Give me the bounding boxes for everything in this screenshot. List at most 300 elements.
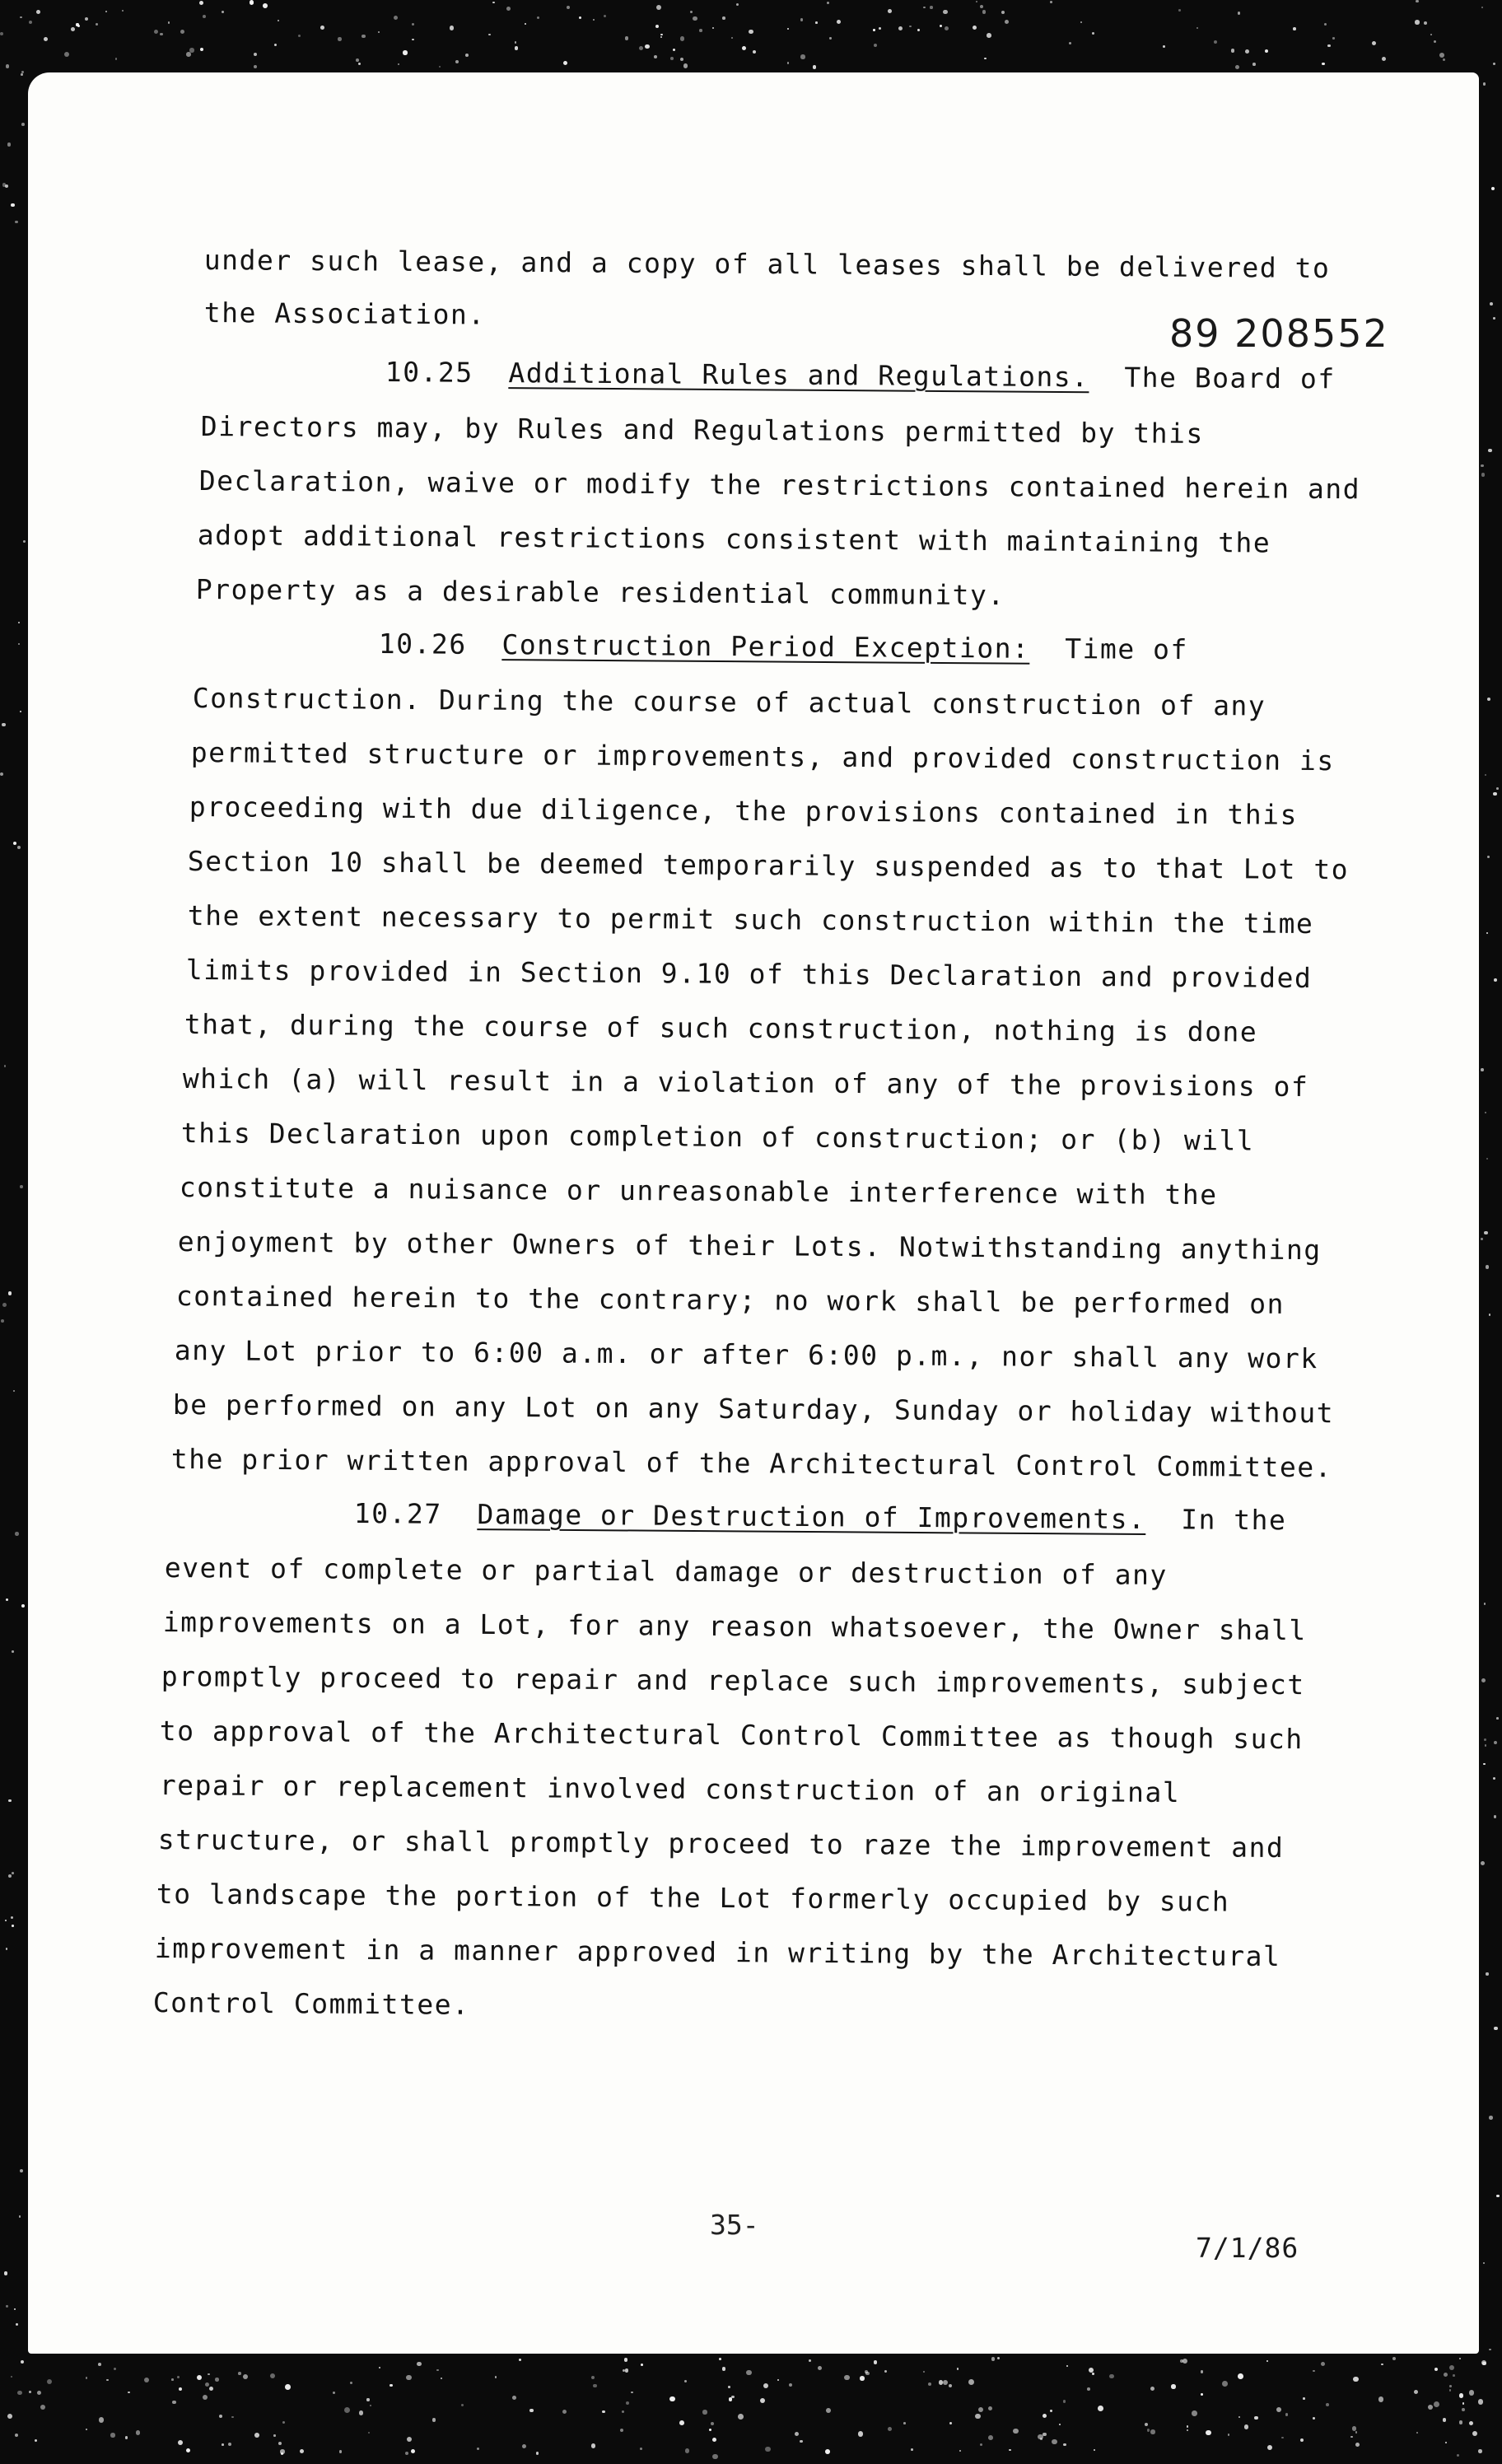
scan-speckle [604, 15, 607, 18]
scan-speckle [911, 2448, 913, 2451]
scan-speckle [13, 842, 16, 845]
scan-speckle [98, 2363, 101, 2366]
scan-speckle [1490, 302, 1493, 306]
scan-speckle [980, 5, 983, 8]
scan-speckle [492, 2, 494, 3]
scan-speckle [356, 58, 359, 62]
scan-speckle [177, 2376, 180, 2379]
scan-speckle [860, 2376, 865, 2381]
scan-speckle [903, 2422, 906, 2424]
scan-speckle [1300, 2438, 1304, 2442]
scan-speckle [1355, 2443, 1360, 2447]
scan-speckle [1050, 1, 1052, 3]
scan-speckle [455, 60, 459, 63]
section-number: 10.25 [385, 356, 473, 389]
body-line: improvements on a Lot, for any reason whatsoever, the Owner shall [162, 1606, 1307, 1647]
scan-speckle [13, 1390, 15, 1392]
scan-speckle [1414, 2390, 1419, 2395]
scan-speckle [984, 58, 987, 60]
scan-speckle [813, 65, 817, 69]
scan-speckle [20, 1185, 23, 1188]
scan-speckle [1491, 187, 1495, 190]
body-line: be performed on any Lot on any Saturday, Sunday or holiday without [172, 1388, 1335, 1430]
scan-speckle [1313, 2370, 1315, 2373]
scan-speckle [1228, 2434, 1229, 2435]
scan-speckle [1378, 2396, 1383, 2401]
scan-speckle [1303, 2397, 1305, 2400]
scan-speckle [465, 54, 469, 57]
scan-speckle [1355, 2431, 1358, 2434]
scan-speckle [818, 2366, 822, 2370]
scan-speckle [2, 723, 5, 726]
scan-speckle [114, 2368, 116, 2370]
scan-speckle [154, 30, 158, 34]
scan-speckle [1434, 40, 1436, 43]
scan-speckle [973, 26, 977, 30]
scan-speckle [1478, 2449, 1482, 2453]
scan-speckle [1445, 2442, 1447, 2443]
scan-speckle [17, 2391, 21, 2395]
scan-speckle [683, 63, 688, 68]
scan-speckle [1285, 2413, 1288, 2415]
scan-speckle [1201, 2370, 1204, 2373]
scan-speckle [432, 2418, 436, 2422]
body-line: proceeding with due diligence, the provisions contained in this [189, 791, 1299, 831]
scan-speckle [160, 33, 163, 36]
scan-speckle [709, 2429, 711, 2431]
scan-speckle [37, 2391, 41, 2395]
scan-speckle [712, 2438, 716, 2442]
scan-speckle [1187, 2429, 1188, 2431]
scan-speckle [1428, 2405, 1433, 2410]
body-line: which (a) will result in a violation of any of the provisions of [182, 1062, 1309, 1104]
scan-speckle [208, 2373, 210, 2376]
scan-speckle [1206, 2430, 1211, 2436]
scan-speckle [1059, 2424, 1061, 2425]
scan-speckle [128, 2392, 130, 2394]
scan-speckle [968, 2379, 974, 2385]
scan-speckle [1238, 12, 1240, 14]
scan-speckle [1449, 2365, 1454, 2370]
scan-speckle [1245, 49, 1249, 54]
scan-speckle [40, 2405, 45, 2410]
scan-speckle [690, 11, 693, 14]
body-line: Property as a desirable residential community. [195, 573, 1005, 612]
scan-speckle [1178, 9, 1181, 12]
scan-speckle [1424, 21, 1427, 25]
scan-speckle [200, 48, 203, 51]
scan-speckle [844, 2375, 849, 2380]
section-heading: Construction Period Exception: [501, 628, 1030, 665]
scan-speckle [17, 846, 21, 849]
scan-speckle [537, 16, 539, 19]
scan-speckle [1493, 63, 1495, 65]
scan-speckle [1483, 1763, 1485, 1765]
scan-speckle [8, 1799, 11, 1802]
body-line: to landscape the portion of the Lot formerly occupied by such [156, 1878, 1230, 1918]
scan-speckle [1087, 2387, 1090, 2391]
scan-speckle [495, 2376, 497, 2378]
scan-speckle [1001, 11, 1005, 14]
scan-speckle [1147, 2429, 1150, 2431]
section-heading: Damage or Destruction of Improvements. [477, 1498, 1146, 1536]
scan-speckle [1481, 1861, 1485, 1865]
scan-speckle [1293, 27, 1296, 30]
scan-speckle [1415, 20, 1420, 25]
scan-speckle [15, 2434, 18, 2437]
scan-speckle [1080, 21, 1082, 23]
scan-speckle [16, 2323, 18, 2326]
scan-speckle [536, 2452, 539, 2455]
scan-speckle [110, 2433, 114, 2437]
scan-speckle [250, 0, 254, 4]
scan-speckle [1489, 1314, 1490, 1315]
scan-speckle [722, 2367, 725, 2370]
scan-speckle [923, 2371, 925, 2373]
scan-speckle [800, 2440, 802, 2443]
scan-speckle [874, 2360, 878, 2364]
scan-speckle [8, 1291, 12, 1295]
scan-speckle [949, 2422, 952, 2424]
scan-speckle [622, 2410, 624, 2413]
scan-speckle [1453, 2374, 1455, 2377]
scan-speckle [298, 35, 301, 37]
scan-speckle [2, 183, 7, 187]
scan-speckle [928, 2382, 931, 2386]
scan-speckle [209, 2387, 213, 2391]
scan-speckle [800, 18, 803, 21]
scan-speckle [787, 62, 789, 63]
scan-speckle [567, 6, 570, 9]
scan-speckle [171, 2378, 174, 2381]
scan-speckle [1459, 2358, 1461, 2359]
scan-speckle [1201, 2393, 1203, 2396]
scan-speckle [12, 1925, 13, 1926]
scan-speckle [1481, 1068, 1484, 1071]
scan-speckle [1443, 2418, 1446, 2421]
scan-speckle [47, 2379, 53, 2385]
scan-speckle [711, 2422, 715, 2426]
scan-speckle [787, 28, 789, 30]
scan-speckle [1443, 58, 1445, 61]
scan-speckle [1462, 2402, 1464, 2404]
scan-speckle [789, 2383, 792, 2387]
body-line: this Declaration upon completion of construction; or (b) will [180, 1117, 1255, 1157]
scan-speckle [670, 57, 674, 60]
body-line: adopt additional restrictions consistent with maintaining the [197, 519, 1271, 559]
scan-speckle [515, 41, 516, 43]
scan-speckle [320, 26, 324, 30]
scan-speckle [957, 2368, 959, 2370]
scan-speckle [742, 46, 746, 50]
scan-speckle [1063, 2400, 1066, 2402]
scan-speckle [1163, 45, 1165, 48]
scan-speckle [23, 540, 26, 543]
body-line: the Association. [203, 296, 486, 331]
scan-speckle [1353, 2377, 1359, 2382]
scan-speckle [203, 15, 206, 18]
body-line: structure, or shall promptly proceed to raze the improvement and [157, 1823, 1285, 1864]
scan-speckle [243, 2374, 248, 2379]
scan-speckle [278, 20, 279, 21]
scan-speckle [1489, 2349, 1490, 2350]
scan-speckle [624, 2358, 628, 2362]
scan-speckle [1150, 2387, 1154, 2391]
scan-speckle [1009, 2449, 1011, 2452]
scan-speckle [1322, 63, 1325, 66]
scan-speckle [254, 53, 257, 56]
scan-speckle [749, 30, 753, 35]
scan-speckle [1434, 2401, 1439, 2407]
scan-speckle [172, 2401, 176, 2405]
scan-speckle [1449, 2389, 1451, 2391]
scan-speckle [940, 25, 942, 27]
scan-speckle [1265, 49, 1268, 53]
scan-speckle [238, 2372, 241, 2375]
scan-speckle [5, 1920, 7, 1922]
scan-speckle [105, 11, 107, 12]
scan-speckle [1324, 23, 1327, 26]
body-line: promptly proceed to repair and replace such improvements, subject [161, 1660, 1305, 1701]
scan-speckle [815, 21, 818, 24]
scan-speckle [1462, 2408, 1465, 2411]
scan-speckle [8, 1874, 12, 1878]
scan-speckle [625, 2368, 629, 2373]
scan-speckle [1182, 2359, 1187, 2364]
scan-speckle [923, 7, 925, 8]
scan-speckle [1483, 82, 1486, 85]
scan-speckle [1494, 2027, 1497, 2030]
scan-speckle [1352, 2426, 1357, 2431]
scan-speckle [278, 2442, 282, 2446]
scan-speckle [685, 2448, 689, 2452]
scan-speckle [579, 16, 581, 19]
scan-speckle [1486, 1158, 1488, 1160]
scan-speckle [1493, 1777, 1495, 1780]
scan-speckle [645, 44, 650, 49]
scan-speckle [1485, 774, 1486, 776]
scan-speckle [515, 46, 518, 49]
body-line: the extent necessary to permit such construction within the time [187, 899, 1314, 940]
scan-speckle [412, 23, 414, 26]
scan-speckle [179, 2387, 182, 2391]
scan-speckle [1214, 40, 1217, 44]
scan-speckle [122, 10, 124, 12]
scan-speckle [738, 2414, 744, 2420]
scan-speckle [1484, 1231, 1488, 1235]
scan-speckle [777, 2379, 780, 2382]
scan-speckle [1052, 2439, 1057, 2445]
scan-speckle [654, 55, 657, 58]
scan-speckle [1483, 2262, 1485, 2264]
scan-speckle [525, 23, 526, 25]
scan-speckle [949, 2384, 952, 2387]
scan-speckle [99, 2417, 104, 2422]
scan-speckle [837, 20, 841, 24]
scan-speckle [344, 2407, 350, 2413]
scan-speckle [1488, 449, 1492, 453]
scan-speckle [874, 44, 877, 47]
scan-speckle [197, 2375, 202, 2380]
scan-speckle [1092, 2373, 1094, 2375]
scan-speckle [765, 2447, 771, 2452]
scan-speckle [1469, 2390, 1475, 2396]
scan-speckle [917, 29, 921, 32]
scan-speckle [1109, 2374, 1114, 2379]
body-line: Construction. During the course of actual construction of any [192, 682, 1266, 722]
scan-speckle [898, 26, 903, 30]
scan-speckle [6, 64, 9, 68]
scan-speckle [1485, 1112, 1486, 1113]
page-number: 35- [710, 2209, 759, 2241]
scan-speckle [1276, 2407, 1281, 2412]
scan-speckle [1069, 42, 1071, 44]
scan-speckle [945, 26, 949, 30]
scan-speckle [6, 1598, 8, 1601]
scan-speckle [1459, 2420, 1462, 2424]
scan-speckle [1382, 57, 1386, 61]
scan-speckle [368, 2432, 371, 2434]
scan-speckle [736, 3, 739, 6]
scan-speckle [76, 23, 78, 26]
scan-speckle [7, 142, 11, 146]
scan-speckle [115, 58, 117, 59]
scan-speckle [405, 2452, 408, 2455]
scan-speckle [274, 44, 277, 46]
scan-speckle [1487, 856, 1490, 858]
scan-speckle [988, 2406, 992, 2410]
scan-speckle [640, 2448, 642, 2450]
scan-speckle [1481, 464, 1483, 467]
scan-speckle [338, 37, 341, 40]
scan-speckle [15, 221, 17, 223]
scan-speckle [1484, 1603, 1486, 1605]
scan-speckle [602, 2410, 605, 2414]
scan-speckle [975, 2414, 981, 2420]
scan-speckle [1469, 2421, 1473, 2425]
scan-speckle [199, 1, 203, 5]
scan-speckle [660, 34, 662, 35]
scan-speckle [1496, 787, 1499, 790]
scan-speckle [591, 2376, 595, 2379]
scan-speckle [11, 203, 15, 208]
scan-speckle [411, 2449, 415, 2453]
scan-speckle [263, 3, 268, 8]
scan-speckle [731, 37, 733, 39]
scan-speckle [11, 1916, 13, 1919]
body-line: event of complete or partial damage or destruction of any [164, 1552, 1168, 1591]
scan-speckle [228, 2443, 231, 2446]
scan-speckle [1235, 65, 1239, 69]
scan-speckle [1392, 2357, 1396, 2360]
scan-speckle [631, 2392, 633, 2394]
scan-speckle [1321, 2362, 1325, 2366]
scan-speckle [11, 2376, 12, 2378]
scan-speckle [4, 1065, 7, 1067]
scan-speckle [1266, 2360, 1268, 2362]
scan-speckle [1372, 41, 1376, 45]
section-number: 10.26 [378, 628, 467, 660]
scan-speckle [21, 123, 25, 126]
body-line: Directors may, by Rules and Regulations permitted by this [200, 410, 1204, 450]
scan-speckle [1481, 473, 1485, 476]
scan-speckle [86, 2429, 88, 2431]
scan-speckle [1254, 2416, 1257, 2420]
scan-speckle [722, 16, 725, 20]
scan-speckle [669, 2396, 674, 2401]
scan-speckle [231, 2416, 234, 2419]
scan-speckle [450, 26, 455, 30]
scan-speckle [64, 52, 69, 57]
scan-speckle [1171, 2384, 1175, 2388]
scan-speckle [407, 2437, 412, 2442]
scan-speckle [273, 2434, 275, 2436]
scan-speckle [1066, 2365, 1068, 2367]
scan-speckle [680, 58, 683, 61]
scan-speckle [982, 10, 987, 14]
scan-speckle [270, 2373, 275, 2378]
scan-speckle [339, 2450, 343, 2453]
scan-speckle [1094, 2449, 1095, 2451]
scan-speckle [1381, 2364, 1383, 2365]
body-line: Section 10 shall be deemed temporarily suspended as to that Lot to [187, 845, 1350, 886]
scan-speckle [625, 36, 629, 40]
scan-speckle [1484, 1738, 1486, 1741]
scan-speckle [1050, 2410, 1052, 2411]
scan-speckle [370, 2405, 371, 2406]
scan-speckle [1196, 27, 1198, 29]
scan-speckle [96, 23, 98, 26]
scan-speckle [205, 2382, 209, 2387]
scan-speckle [0, 772, 3, 776]
scan-speckle [930, 6, 933, 9]
scan-speckle [1493, 317, 1495, 320]
scan-speckle [639, 46, 643, 50]
scan-speckle [441, 2378, 442, 2379]
scan-speckle [626, 2401, 629, 2405]
scan-speckle [18, 622, 20, 623]
scan-speckle [1496, 2195, 1500, 2198]
scan-speckle [379, 2367, 380, 2368]
scan-speckle [1481, 7, 1483, 8]
scan-speckle [436, 2369, 439, 2372]
scan-speckle [1430, 34, 1432, 35]
scan-speckle [1449, 2385, 1452, 2387]
scan-speckle [865, 2370, 868, 2373]
scan-speckle [1332, 37, 1334, 39]
scan-speckle [300, 2449, 304, 2453]
scan-speckle [1089, 2368, 1094, 2373]
body-line: that, during the course of such construction, nothing is done [184, 1008, 1258, 1048]
body-line: the prior written approval of the Architectural Control Committee. [170, 1443, 1333, 1484]
body-line: enjoyment by other Owners of their Lots. Notwithstanding anything [177, 1225, 1322, 1267]
body-line: limits provided in Section 9.10 of this Declaration and provided [185, 954, 1313, 995]
scan-speckle [591, 2443, 596, 2448]
scan-speckle [15, 1532, 19, 1536]
scan-speckle [980, 2443, 982, 2446]
scan-speckle [826, 2408, 831, 2413]
scan-speckle [1439, 53, 1444, 58]
scan-speckle [1043, 2433, 1046, 2436]
scan-speckle [825, 2449, 830, 2454]
scan-speckle [477, 2448, 479, 2450]
scan-speckle [2, 1303, 7, 1307]
scan-speckle [1098, 2406, 1103, 2411]
scan-speckle [1192, 2410, 1196, 2415]
scan-speckle [1481, 1678, 1486, 1682]
scan-speckle [285, 2384, 291, 2390]
scan-speckle [1252, 63, 1256, 66]
